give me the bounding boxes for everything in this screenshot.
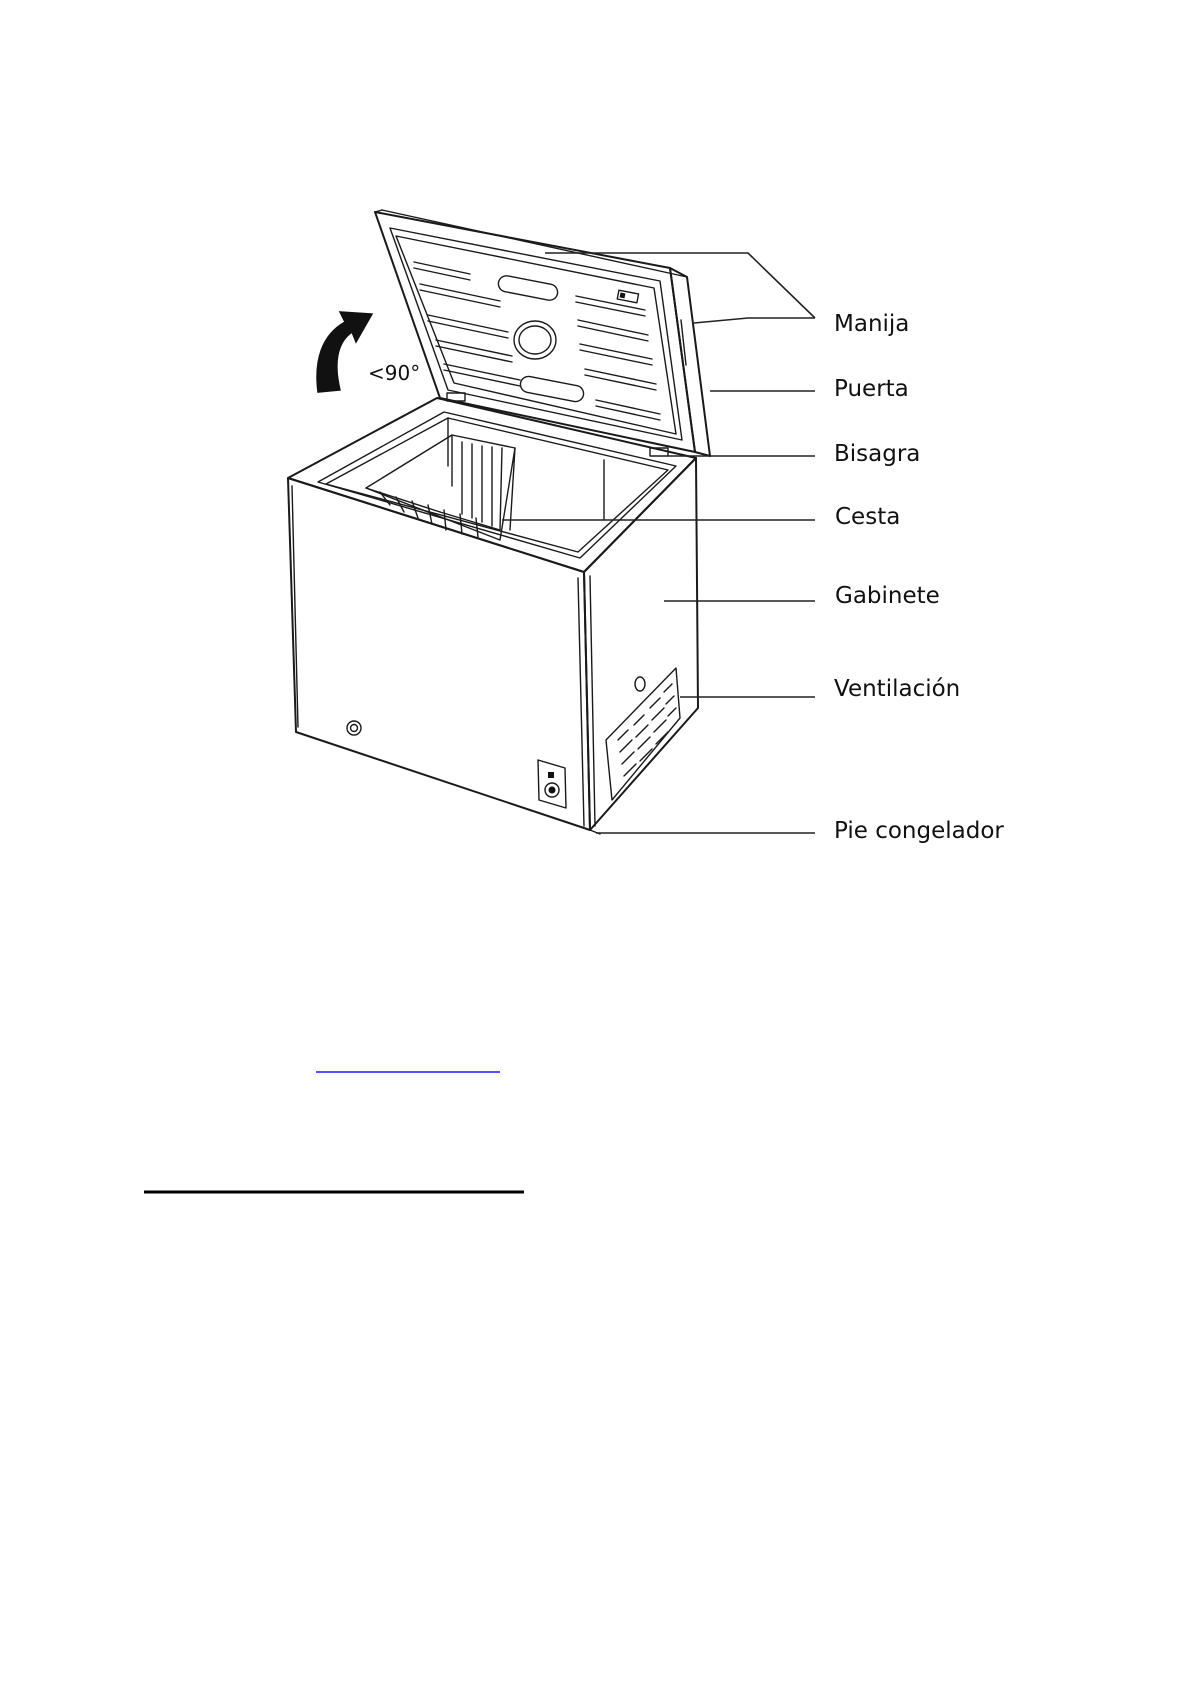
lid (375, 210, 710, 456)
label-ventilacion: Ventilación (834, 676, 961, 702)
side-bolt-icon (635, 677, 645, 691)
open-arrow-icon (317, 312, 372, 392)
thermostat-icon (538, 760, 566, 808)
label-gabinete: Gabinete (835, 583, 940, 609)
label-bisagra: Bisagra (834, 441, 921, 467)
cabinet (288, 398, 698, 834)
label-cesta: Cesta (835, 504, 901, 530)
label-pie-congelador: Pie congelador (834, 818, 1004, 844)
drain-plug-icon (347, 721, 361, 735)
label-manija: Manija (834, 311, 910, 337)
label-puerta: Puerta (834, 376, 909, 402)
leader-lines (502, 253, 815, 833)
ventilation-grille-icon (606, 668, 680, 800)
angle-label: <90° (368, 361, 421, 385)
